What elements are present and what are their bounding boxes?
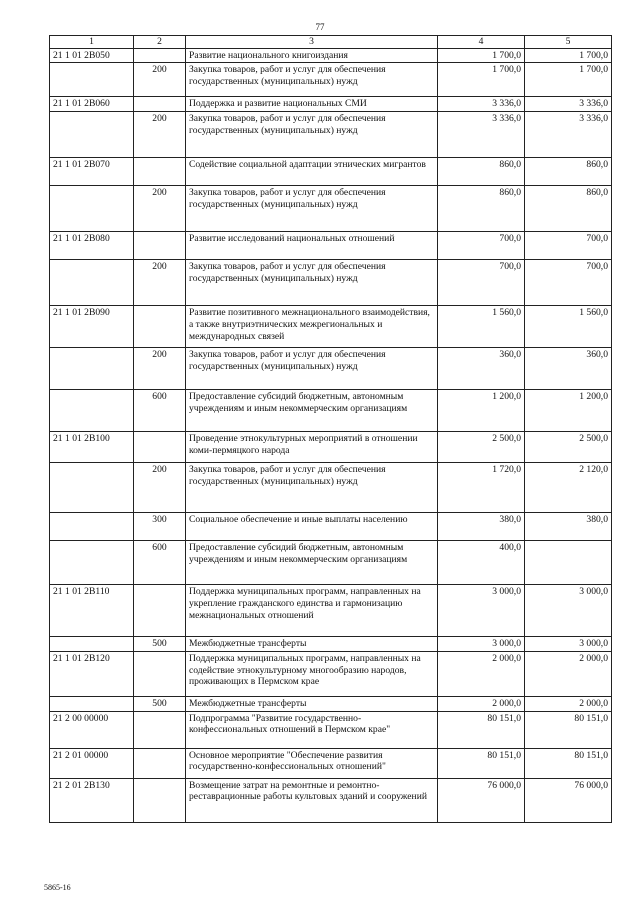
row-value-cell: 3 000,0 [438, 637, 525, 652]
table-row [50, 513, 612, 541]
row-value-cell: 700,0 [438, 260, 525, 306]
row-name-cell: Содействие социальной адаптации этнических мигрантов [186, 158, 438, 186]
row-value-cell: 1 700,0 [525, 48, 612, 63]
column-header: 1 [50, 36, 134, 49]
row-name-cell: Поддержка муниципальных программ, направленных на содействие этнокультурному многообразию народов, проживающих в Пермском крае [186, 651, 438, 696]
table-row [50, 260, 612, 306]
row-code-cell [50, 541, 134, 585]
row-name-cell: Закупка товаров, работ и услуг для обеспечения государственных (муниципальных) нужд [186, 63, 438, 97]
table-row [50, 651, 612, 696]
row-value-cell: 860,0 [438, 158, 525, 186]
row-name-cell: Закупка товаров, работ и услуг для обеспечения государственных (муниципальных) нужд [186, 112, 438, 158]
row-value-cell: 1 700,0 [438, 48, 525, 63]
row-expense-type-cell: 600 [134, 541, 186, 585]
row-value-cell: 380,0 [438, 513, 525, 541]
table-row [50, 232, 612, 260]
row-value-cell: 860,0 [525, 186, 612, 232]
row-value-cell: 80 151,0 [438, 748, 525, 778]
row-code-cell [50, 513, 134, 541]
row-name-cell: Поддержка муниципальных программ, направленных на укрепление гражданского единства и гармонизацию межнациональных отношений [186, 585, 438, 637]
row-name-cell: Основное мероприятие "Обеспечение развития государственно-конфессиональных отношений" [186, 748, 438, 778]
row-name-cell: Развитие национального книгоиздания [186, 48, 438, 63]
row-value-cell: 3 336,0 [438, 112, 525, 158]
row-name-cell: Закупка товаров, работ и услуг для обеспечения государственных (муниципальных) нужд [186, 260, 438, 306]
row-value-cell: 2 000,0 [525, 651, 612, 696]
row-value-cell: 380,0 [525, 513, 612, 541]
row-expense-type-cell [134, 651, 186, 696]
row-value-cell: 3 336,0 [438, 97, 525, 112]
column-header: 2 [134, 36, 186, 49]
table-row [50, 348, 612, 390]
row-value-cell: 3 336,0 [525, 97, 612, 112]
row-value-cell: 360,0 [525, 348, 612, 390]
row-code-cell: 21 1 01 2В070 [50, 158, 134, 186]
row-expense-type-cell: 500 [134, 637, 186, 652]
row-name-cell: Развитие позитивного межнационального взаимодействия, а также внутриэтнических межрегиональных и международных связей [186, 306, 438, 348]
row-name-cell: Закупка товаров, работ и услуг для обеспечения государственных (муниципальных) нужд [186, 463, 438, 513]
row-value-cell: 1 560,0 [438, 306, 525, 348]
row-code-cell [50, 112, 134, 158]
row-name-cell: Межбюджетные трансферты [186, 637, 438, 652]
table-row [50, 585, 612, 637]
row-value-cell: 3 000,0 [438, 585, 525, 637]
row-name-cell: Развитие исследований национальных отношений [186, 232, 438, 260]
row-name-cell: Подпрограмма "Развитие государственно-конфессиональных отношений в Пермском крае" [186, 711, 438, 748]
row-expense-type-cell [134, 748, 186, 778]
row-code-cell: 21 1 01 2В120 [50, 651, 134, 696]
table-row [50, 97, 612, 112]
column-header: 4 [438, 36, 525, 49]
page-number: 77 [315, 22, 325, 32]
row-value-cell: 76 000,0 [525, 778, 612, 822]
document-id: 5865-16 [44, 883, 71, 892]
row-name-cell: Возмещение затрат на ремонтные и ремонтно-реставрационные работы культовых зданий и сооружений [186, 778, 438, 822]
row-name-cell: Закупка товаров, работ и услуг для обеспечения государственных (муниципальных) нужд [186, 186, 438, 232]
row-expense-type-cell: 200 [134, 348, 186, 390]
row-value-cell: 1 200,0 [525, 390, 612, 432]
row-value-cell: 860,0 [438, 186, 525, 232]
row-code-cell [50, 186, 134, 232]
row-value-cell: 2 500,0 [438, 432, 525, 463]
row-value-cell: 2 120,0 [525, 463, 612, 513]
row-value-cell: 80 151,0 [525, 748, 612, 778]
row-code-cell [50, 390, 134, 432]
row-value-cell: 3 000,0 [525, 637, 612, 652]
row-value-cell: 80 151,0 [525, 711, 612, 748]
row-name-cell: Закупка товаров, работ и услуг для обеспечения государственных (муниципальных) нужд [186, 348, 438, 390]
row-expense-type-cell [134, 48, 186, 63]
table-row [50, 711, 612, 748]
row-expense-type-cell: 500 [134, 696, 186, 711]
row-value-cell: 1 700,0 [525, 63, 612, 97]
row-expense-type-cell [134, 232, 186, 260]
row-value-cell: 400,0 [438, 541, 525, 585]
row-code-cell [50, 696, 134, 711]
row-name-cell: Поддержка и развитие национальных СМИ [186, 97, 438, 112]
table-row [50, 637, 612, 652]
table-row [50, 306, 612, 348]
table-row [50, 186, 612, 232]
row-value-cell: 76 000,0 [438, 778, 525, 822]
row-code-cell [50, 637, 134, 652]
row-value-cell: 80 151,0 [438, 711, 525, 748]
column-header: 5 [525, 36, 612, 49]
row-code-cell [50, 463, 134, 513]
row-expense-type-cell [134, 711, 186, 748]
table-row [50, 696, 612, 711]
table-row [50, 158, 612, 186]
table-row [50, 390, 612, 432]
row-expense-type-cell [134, 97, 186, 112]
row-expense-type-cell [134, 432, 186, 463]
table-row [50, 748, 612, 778]
table-header-row [50, 36, 612, 49]
row-name-cell: Предоставление субсидий бюджетным, автономным учреждениям и иным некоммерческим организациям [186, 390, 438, 432]
row-value-cell: 3 336,0 [525, 112, 612, 158]
column-header: 3 [186, 36, 438, 49]
row-expense-type-cell [134, 158, 186, 186]
table-row [50, 112, 612, 158]
table-row [50, 48, 612, 63]
table-row [50, 432, 612, 463]
row-code-cell: 21 1 01 2В110 [50, 585, 134, 637]
row-value-cell: 2 000,0 [525, 696, 612, 711]
row-code-cell: 21 1 01 2В100 [50, 432, 134, 463]
row-value-cell: 1 720,0 [438, 463, 525, 513]
row-value-cell: 700,0 [438, 232, 525, 260]
row-value-cell: 1 560,0 [525, 306, 612, 348]
row-value-cell [525, 541, 612, 585]
table-row [50, 778, 612, 822]
row-code-cell [50, 260, 134, 306]
row-value-cell: 1 700,0 [438, 63, 525, 97]
budget-table [49, 35, 612, 823]
row-value-cell: 860,0 [525, 158, 612, 186]
row-expense-type-cell [134, 585, 186, 637]
row-name-cell: Предоставление субсидий бюджетным, автономным учреждениям и иным некоммерческим организациям [186, 541, 438, 585]
row-code-cell: 21 2 00 00000 [50, 711, 134, 748]
row-expense-type-cell [134, 306, 186, 348]
row-value-cell: 2 000,0 [438, 651, 525, 696]
row-code-cell [50, 63, 134, 97]
row-expense-type-cell [134, 778, 186, 822]
row-code-cell: 21 2 01 2В130 [50, 778, 134, 822]
row-value-cell: 360,0 [438, 348, 525, 390]
row-expense-type-cell: 200 [134, 260, 186, 306]
table-row [50, 63, 612, 97]
row-expense-type-cell: 200 [134, 63, 186, 97]
row-value-cell: 3 000,0 [525, 585, 612, 637]
row-expense-type-cell: 200 [134, 463, 186, 513]
row-value-cell: 700,0 [525, 260, 612, 306]
row-value-cell: 2 000,0 [438, 696, 525, 711]
row-code-cell: 21 1 01 2В090 [50, 306, 134, 348]
row-expense-type-cell: 600 [134, 390, 186, 432]
row-name-cell: Межбюджетные трансферты [186, 696, 438, 711]
table-row [50, 463, 612, 513]
row-code-cell: 21 1 01 2В050 [50, 48, 134, 63]
table-row [50, 541, 612, 585]
row-expense-type-cell: 200 [134, 112, 186, 158]
row-expense-type-cell: 300 [134, 513, 186, 541]
row-code-cell: 21 1 01 2В080 [50, 232, 134, 260]
row-value-cell: 1 200,0 [438, 390, 525, 432]
row-code-cell [50, 348, 134, 390]
row-value-cell: 2 500,0 [525, 432, 612, 463]
row-value-cell: 700,0 [525, 232, 612, 260]
row-expense-type-cell: 200 [134, 186, 186, 232]
row-name-cell: Проведение этнокультурных мероприятий в отношении коми-пермяцкого народа [186, 432, 438, 463]
row-code-cell: 21 1 01 2В060 [50, 97, 134, 112]
row-name-cell: Социальное обеспечение и иные выплаты населению [186, 513, 438, 541]
row-code-cell: 21 2 01 00000 [50, 748, 134, 778]
